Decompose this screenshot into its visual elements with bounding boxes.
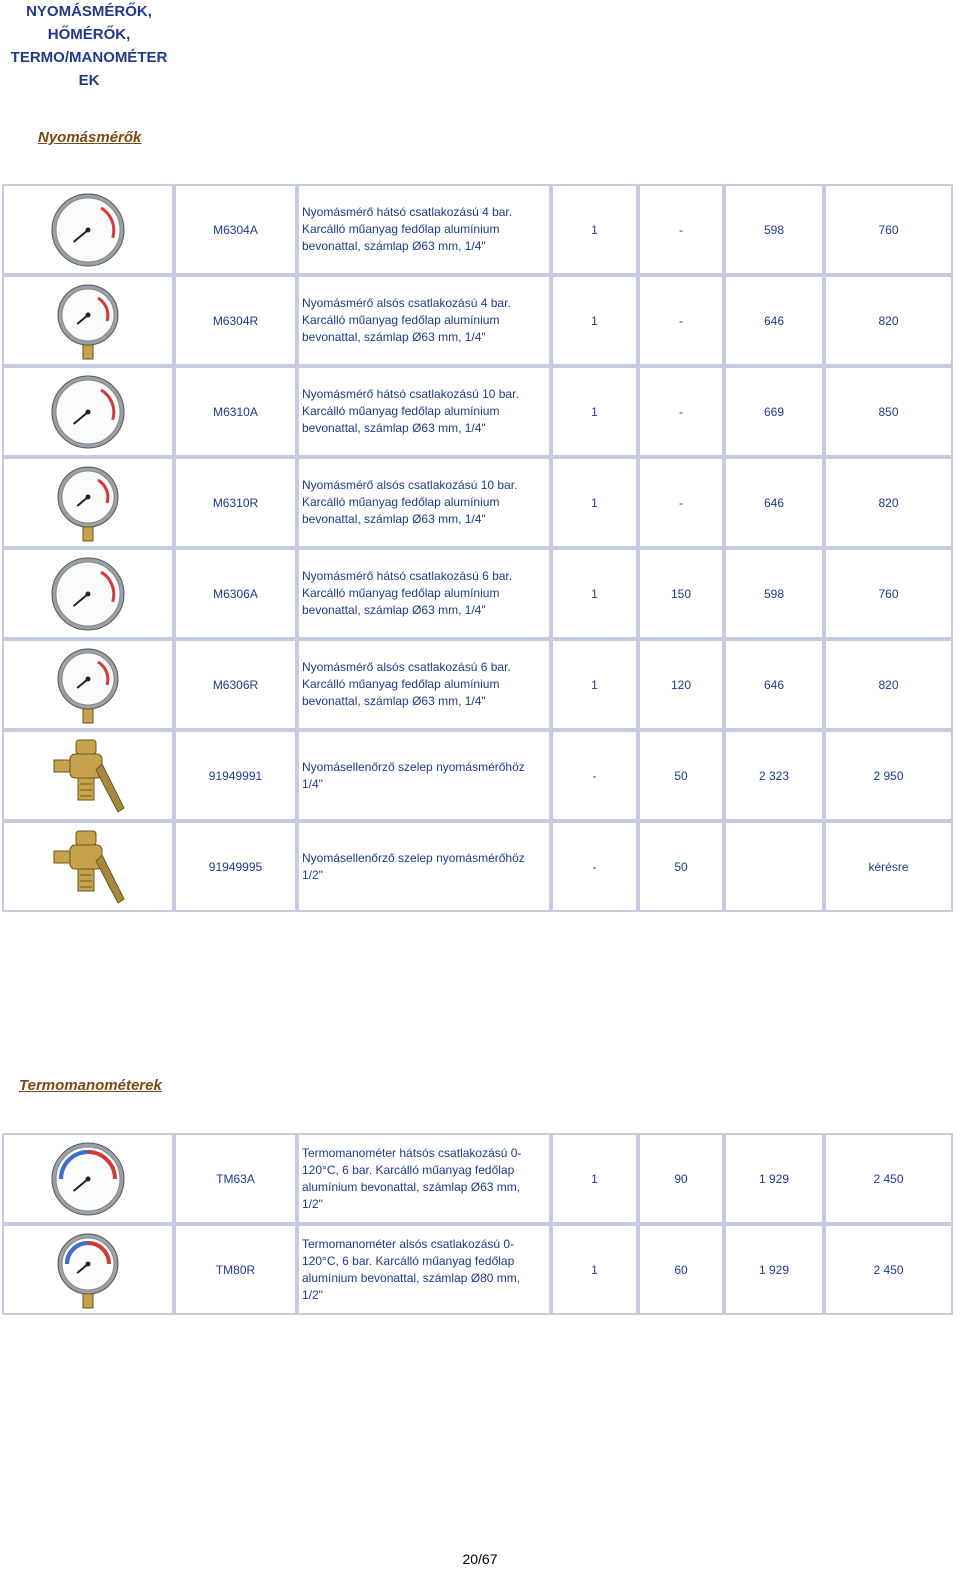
product-image-cell: [2, 184, 174, 275]
description-line: Karcálló műanyag fedőlap alumínium: [302, 495, 500, 509]
product-code: M6304R: [174, 275, 297, 366]
product-code: TM80R: [174, 1224, 297, 1315]
table-row: [2, 1133, 953, 1224]
box-quantity: 50: [638, 730, 724, 821]
product-code: 91949995: [174, 821, 297, 912]
description-line: bevonattal, számlap Ø63 mm, 1/4": [302, 421, 486, 435]
product-image-cell: [2, 821, 174, 912]
gross-price: 850: [824, 366, 953, 457]
description-line: 1/2": [302, 867, 323, 882]
pressure-gauge-back-icon: [38, 552, 138, 636]
table-row: [2, 1224, 953, 1315]
product-table-thermo: [2, 1133, 953, 1315]
net-price: 2 323: [724, 730, 824, 821]
table-row: [2, 639, 953, 730]
net-price: 646: [724, 275, 824, 366]
product-code: M6310R: [174, 457, 297, 548]
description-line: Karcálló műanyag fedőlap alumínium: [302, 677, 500, 691]
box-quantity: 60: [638, 1224, 724, 1315]
gross-price: 820: [824, 639, 953, 730]
gross-price: 2 450: [824, 1224, 953, 1315]
description-line: Termomanométer alsós csatlakozású 0-: [302, 1236, 515, 1251]
pressure-gauge-bottom-icon: [38, 461, 138, 545]
pressure-gauge-back-icon: [38, 188, 138, 272]
description-line: 1/2": [302, 1287, 323, 1302]
description-line: Nyomásmérő hátsó csatlakozású 10 bar.: [302, 387, 519, 401]
net-price: 598: [724, 184, 824, 275]
product-code: M6306A: [174, 548, 297, 639]
description-line: Nyomásellenőrző szelep nyomásmérőhöz: [302, 850, 525, 865]
product-code: 91949991: [174, 730, 297, 821]
net-price: [724, 821, 824, 912]
box-quantity: 120: [638, 639, 724, 730]
net-price: 646: [724, 457, 824, 548]
description-line: Nyomásmérő alsós csatlakozású 4 bar.: [302, 296, 511, 310]
product-description: [297, 1224, 551, 1315]
description-line: bevonattal, számlap Ø63 mm, 1/4": [302, 512, 486, 526]
page-title: [4, 0, 174, 92]
description-line: Nyomásmérő alsós csatlakozású 6 bar.: [302, 660, 511, 674]
box-quantity: 50: [638, 821, 724, 912]
pressure-gauge-back-icon: [38, 370, 138, 454]
package-quantity: 1: [551, 639, 638, 730]
page-title-line: NYOMÁSMÉRŐK,: [26, 3, 152, 20]
thermomanometer-back-icon: [38, 1137, 138, 1221]
product-description: [297, 366, 551, 457]
table-row: [2, 366, 953, 457]
package-quantity: -: [551, 730, 638, 821]
gross-price: 760: [824, 548, 953, 639]
product-code: M6304A: [174, 184, 297, 275]
product-image-cell: [2, 457, 174, 548]
table-row: [2, 457, 953, 548]
description-line: Karcálló műanyag fedőlap alumínium: [302, 313, 500, 327]
product-description: [297, 548, 551, 639]
description-line: alumínium bevonattal, számlap Ø63 mm,: [302, 1179, 521, 1194]
product-description: [297, 275, 551, 366]
box-quantity: -: [638, 275, 724, 366]
gross-price: 2 450: [824, 1133, 953, 1224]
description-line: 1/2": [302, 1196, 323, 1211]
section-heading-pressure: Nyomásmérők: [38, 129, 142, 146]
table-row: [2, 730, 953, 821]
box-quantity: 150: [638, 548, 724, 639]
pressure-gauge-bottom-icon: [38, 643, 138, 727]
package-quantity: 1: [551, 184, 638, 275]
description-line: 120°C, 6 bar. Karcálló műanyag fedőlap: [302, 1253, 515, 1268]
table-row: [2, 821, 953, 912]
page-title-line: HŐMÉRŐK,: [47, 26, 131, 43]
description-line: 1/4": [302, 776, 323, 791]
product-image-cell: [2, 1133, 174, 1224]
gross-price: 820: [824, 457, 953, 548]
product-description: [297, 184, 551, 275]
description-line: bevonattal, számlap Ø63 mm, 1/4": [302, 694, 486, 708]
gross-price: 760: [824, 184, 953, 275]
package-quantity: 1: [551, 457, 638, 548]
pressure-gauge-bottom-icon: [38, 279, 138, 363]
description-line: bevonattal, számlap Ø63 mm, 1/4": [302, 330, 486, 344]
box-quantity: 90: [638, 1133, 724, 1224]
product-image-cell: [2, 366, 174, 457]
page-title-line: TERMO/MANOMÉTER: [10, 49, 168, 66]
gross-price: 2 950: [824, 730, 953, 821]
description-line: Nyomásellenőrző szelep nyomásmérőhöz: [302, 759, 525, 774]
brass-valve-icon: [38, 825, 138, 909]
section-heading-thermo: Termomanométerek: [19, 1077, 162, 1094]
package-quantity: 1: [551, 548, 638, 639]
table-row: [2, 548, 953, 639]
description-line: bevonattal, számlap Ø63 mm, 1/4": [302, 239, 486, 253]
net-price: 646: [724, 639, 824, 730]
description-line: Nyomásmérő hátsó csatlakozású 4 bar.: [302, 205, 513, 219]
net-price: 1 929: [724, 1133, 824, 1224]
description-line: 120°C, 6 bar. Karcálló műanyag fedőlap: [302, 1162, 515, 1177]
package-quantity: 1: [551, 1224, 638, 1315]
product-table-pressure: [2, 184, 953, 912]
gross-price: 820: [824, 275, 953, 366]
net-price: 598: [724, 548, 824, 639]
product-description: [297, 730, 551, 821]
table-row: [2, 184, 953, 275]
description-line: alumínium bevonattal, számlap Ø80 mm,: [302, 1270, 521, 1285]
product-image-cell: [2, 275, 174, 366]
product-code: M6310A: [174, 366, 297, 457]
package-quantity: 1: [551, 366, 638, 457]
product-image-cell: [2, 730, 174, 821]
box-quantity: -: [638, 184, 724, 275]
box-quantity: -: [638, 457, 724, 548]
brass-valve-icon: [38, 734, 138, 818]
description-line: Termomanométer hátsós csatlakozású 0-: [302, 1145, 522, 1160]
thermomanometer-bottom-icon: [38, 1228, 138, 1312]
description-line: Nyomásmérő alsós csatlakozású 10 bar.: [302, 478, 518, 492]
package-quantity: -: [551, 821, 638, 912]
gross-price: kérésre: [824, 821, 953, 912]
box-quantity: -: [638, 366, 724, 457]
product-image-cell: [2, 639, 174, 730]
description-line: Nyomásmérő hátsó csatlakozású 6 bar.: [302, 569, 513, 583]
product-description: [297, 639, 551, 730]
product-description: [297, 457, 551, 548]
table-row: [2, 275, 953, 366]
net-price: 1 929: [724, 1224, 824, 1315]
package-quantity: 1: [551, 1133, 638, 1224]
product-description: [297, 821, 551, 912]
description-line: Karcálló műanyag fedőlap alumínium: [302, 222, 500, 236]
page-title-line: EK: [78, 72, 100, 89]
description-line: Karcálló műanyag fedőlap alumínium: [302, 586, 500, 600]
product-code: M6306R: [174, 639, 297, 730]
product-description: [297, 1133, 551, 1224]
package-quantity: 1: [551, 275, 638, 366]
description-line: Karcálló műanyag fedőlap alumínium: [302, 404, 500, 418]
product-image-cell: [2, 548, 174, 639]
net-price: 669: [724, 366, 824, 457]
description-line: bevonattal, számlap Ø63 mm, 1/4": [302, 603, 486, 617]
product-code: TM63A: [174, 1133, 297, 1224]
product-image-cell: [2, 1224, 174, 1315]
page-number: 20/67: [462, 1551, 498, 1567]
